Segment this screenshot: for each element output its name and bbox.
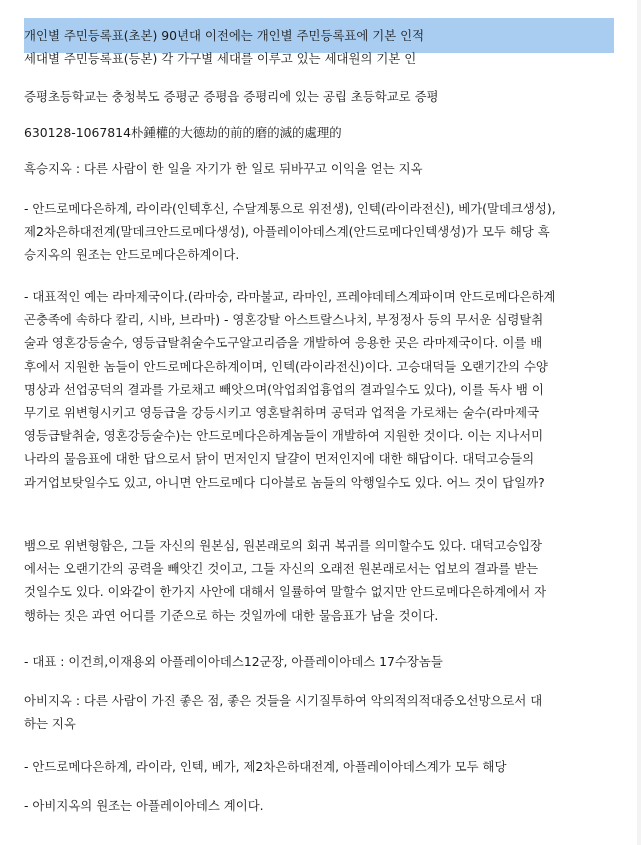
text-line: 술과 영혼강등술수, 영등급탈취술수도구알고리즘을 개발하여 응용한 곳은 라마제국이다. 이를 배	[24, 335, 543, 351]
text-line: 뱀으로 위변형함은, 그들 자신의 원본심, 원본래로의 회귀 복귀를 의미할수도 있다. 대덕고승입장	[24, 538, 543, 553]
text-line: 승지옥의 원조는 안드로메다은하계이다.	[24, 247, 240, 263]
paragraph-heukseung-hell	[24, 157, 614, 180]
text-line: 것일수도 있다. 이와같이 한가지 사안에 대해서 일률하여 말할수 없지만 안드로메다은하계에서 자	[24, 584, 547, 600]
text-line: 행하는 짓은 과연 어디를 기준으로 하는 것일까에 대한 물음표가 남을 것이다.	[24, 607, 439, 623]
text-line: 아비지옥 : 다른 사람이 가진 좋은 점, 좋은 것들을 시기질투하여 악의적의적대증오선망으로서 대	[24, 693, 543, 708]
text-line: - 안드로메다은하계, 라이라(인텍후신, 수달계통으로 위전생), 인텍(라이라전신), 베가(말데크생성),	[24, 201, 556, 216]
text-line: 세대별 주민등록표(등본) 각 가구별 세대를 이루고 있는 세대원의 기본 인	[24, 51, 417, 66]
paragraph-resident-register-household	[24, 47, 614, 70]
text-line: 하는 지옥	[24, 716, 76, 732]
text-line: 제2차은하대전계(말데크안드로메다생성), 아플레이아데스계(안드로메다인텍생성)가 모두 해당 흑	[24, 224, 550, 240]
paragraph-id-number	[24, 121, 614, 144]
paragraph-rama-empire	[24, 285, 614, 494]
paragraph-abi-hell	[24, 689, 614, 735]
text-line: - 대표 : 이건희,이재용외 아플레이아데스12군장, 아플레이아데스 17수장놈들	[24, 654, 443, 669]
text-line: 명상과 선업공덕의 결과를 가로채고 빼앗으며(악업죄업흉업의 결과일수도 있다), 이를 독사 뱀 이	[24, 381, 544, 397]
text-line: - 아비지옥의 원조는 아플레이아데스 계이다.	[24, 798, 264, 813]
text-line: - 안드로메다은하계, 라이라, 인텍, 베가, 제2차은하대전계, 아플레이아데스계가 모두 해당	[24, 759, 507, 774]
paragraph-abi-hell-origin	[24, 794, 614, 817]
text-line: 과거업보탓일수도 있고, 아니면 안드로메다 디아블로 놈들의 악행일수도 있다. 어느 것이 답일까?	[24, 474, 545, 490]
paragraph-school	[24, 85, 614, 108]
text-line: 곤충족에 속하다 칼리, 시바, 브라마) - 영혼강탈 아스트랄스나치, 부정정사 등의 무서운 심령탈취	[24, 312, 544, 328]
text-line: 흑승지옥 : 다른 사람이 한 일을 자기가 한 일로 뒤바꾸고 이익을 얻는 지옥	[24, 161, 423, 176]
scrollbar-track[interactable]	[637, 0, 641, 845]
paragraph-heukseung-origin	[24, 197, 614, 267]
text-line: 증평초등학교는 충청북도 증평군 증평읍 증평리에 있는 공립 초등학교로 증평	[24, 89, 439, 104]
text-line: 나라의 물음표에 대한 답으로서 닭이 먼저인지 달걀이 먼저인지에 대한 해답이다. 대덕고승들의	[24, 451, 535, 467]
text-line: 후에서 지원한 놈들이 안드로메다은하계이며, 인텍(라이라전신)이다. 고승대덕들 오랜기간의 수양	[24, 358, 548, 374]
selected-text-line[interactable]: 개인별 주민등록표(초본) 90년대 이전에는 개인별 주민등록표에 기본 인적	[24, 18, 614, 53]
paragraph-representatives	[24, 650, 614, 673]
text-line: 무기로 위변형시키고 영등급을 강등시키고 영혼탈취하며 공덕과 업적을 가로채는 술수(라마제국	[24, 405, 540, 421]
text-line: 영등급탈취술, 영혼강등술수)는 안드로메다은하계놈들이 개발하여 지원한 것이다. 이는 지나서미	[24, 428, 544, 444]
paragraph-snake-transformation	[24, 534, 614, 627]
text-line: 에서는 오랜기간의 공력을 빼앗긴 것이고, 그들 자신의 오래전 원본래로서는 업보의 결과를 받는	[24, 561, 539, 577]
paragraph-abi-hell-members	[24, 755, 614, 778]
text-line: 630128-1067814朴鍾權的大德劫的前的磨的滅的處理的	[24, 125, 342, 140]
text-line: - 대표적인 예는 라마제국이다.(라마숭, 라마불교, 라마인, 프레야데테스계파이며 안드로메다은하계	[24, 289, 556, 304]
